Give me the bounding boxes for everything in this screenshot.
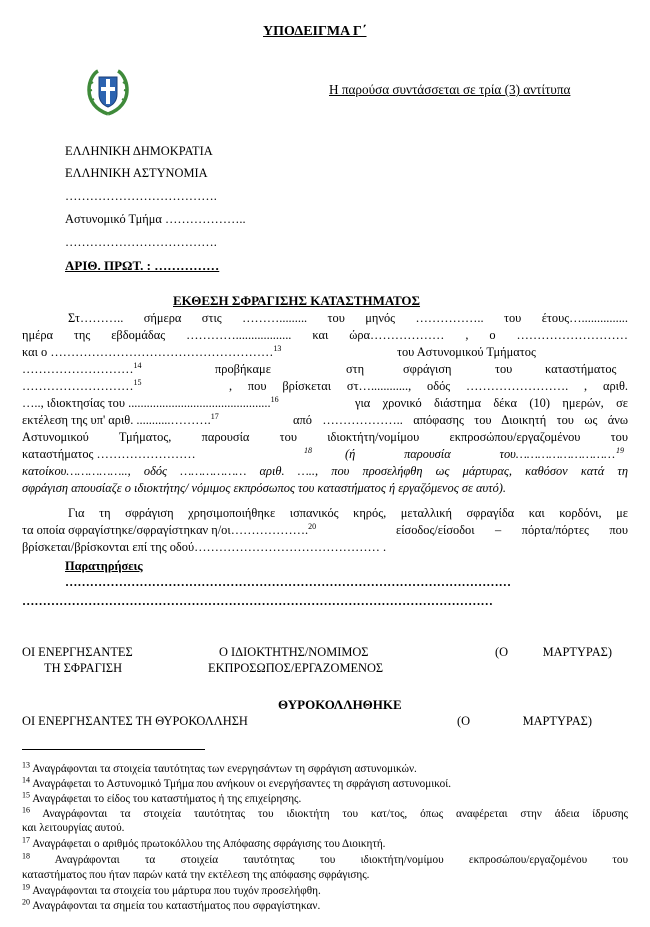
seal-materials-line-2: τα οποία σφραγίστηκε/σφραγίστηκαν η/οι……………….$^{20}$ bbox=[22, 521, 317, 537]
report-line-5-cont: , που βρίσκεται στ…............, οδός ……………………. , αριθ. bbox=[229, 379, 628, 393]
greek-coat-of-arms-icon bbox=[86, 68, 130, 116]
owner-label-2: ΕΚΠΡΟΣΩΠΟΣ/ΕΡΓΑΖΟΜΕΝΟΣ bbox=[208, 661, 384, 675]
word-proceeded: προβήκαμε bbox=[215, 362, 271, 376]
word-of-the: του bbox=[495, 362, 513, 376]
footnote-16: $^{16}$ Αναγράφονται τα στοιχεία ταυτότητας του ιδιοκτήτη του κατ/τος, όπως αναφέρεται στην άδεια ίδρυσης bbox=[22, 805, 628, 820]
report-line-4: ………………………$^{14}$ bbox=[22, 360, 142, 376]
witness-label: (Ο ΜΑΡΤΥΡΑΣ) bbox=[495, 645, 612, 659]
authority-blank-2: ………………………………. bbox=[65, 235, 217, 249]
report-line-8: Αστυνομικού Τμήματος, παρουσία του ιδιοκτήτη/νομίμου εκπροσώπου/εργαζομένου του bbox=[22, 430, 628, 444]
footnote-ref-18: 18 bbox=[304, 445, 312, 455]
footnote-17: $^{17}$ Αναγράφεται ο αριθμός πρωτοκόλλου της Απόφασης σφράγισης του Διοικητή. bbox=[22, 835, 386, 850]
footnote-13: $^{13}$ Αναγράφονται τα στοιχεία ταυτότητας των ενεργησάντων τη σφράγιση αστυνομικών. bbox=[22, 760, 417, 775]
owner-label-1: Ο ΙΔΙΟΚΤΗΤΗΣ/ΝΟΜΙΜΟΣ bbox=[219, 645, 369, 659]
report-line-6: ….., ιδιοκτησίας του ..............................................$^{16}$ bbox=[22, 394, 279, 410]
seal-materials-line-1: Για τη σφράγιση χρησιμοποιήθηκε ισπανικός κηρός, μεταλλική σφραγίδα και κορδόνι, με bbox=[68, 506, 628, 520]
copies-note: Η παρούσα συντάσσεται σε τρία (3) αντίτυπα bbox=[329, 82, 571, 97]
remarks-line-2: …………………………………………………………………………………………………… bbox=[22, 594, 493, 608]
report-line-3: και ο ………………………………………………$^{13}$ bbox=[22, 343, 282, 359]
sealers-label-1: ΟΙ ΕΝΕΡΓΗΣΑΝΤΕΣ bbox=[22, 645, 133, 659]
report-line-9: καταστήματος …………………… bbox=[22, 447, 196, 461]
authority-republic: ΕΛΛΗΝΙΚΗ ΔΗΜΟΚΡΑΤΙΑ bbox=[65, 144, 213, 158]
protocol-number: ΑΡΙΘ. ΠΡΩΤ. : …………… bbox=[65, 258, 220, 273]
word-sealing: σφράγιση bbox=[403, 362, 452, 376]
posters-label: ΟΙ ΕΝΕΡΓΗΣΑΝΤΕΣ ΤΗ ΘΥΡΟΚΟΛΛΗΣΗ bbox=[22, 714, 248, 728]
sealers-label-2: ΤΗ ΣΦΡΑΓΙΣΗ bbox=[44, 661, 123, 675]
report-title: ΕΚΘΕΣΗ ΣΦΡΑΓΙΣΗΣ ΚΑΤΑΣΤΗΜΑΤΟΣ bbox=[173, 293, 421, 308]
report-line-6-cont: για χρονικό διάστημα δέκα (10) ημερών, σε bbox=[355, 396, 628, 410]
footnote-14: $^{14}$ Αναγράφεται το Αστυνομικό Τμήμα που ανήκουν οι ενεργήσαντες τη σφράγιση αστυνομικοί. bbox=[22, 775, 452, 790]
authority-police: ΕΛΛΗΝΙΚΗ ΑΣΤΥΝΟΜΙΑ bbox=[65, 166, 208, 180]
report-line-11: σφράγιση απουσίαζε ο ιδιοκτήτης/ νόμιμος εκπρόσωπος του καταστήματος ή εργαζόμενος σε αυτό). bbox=[22, 481, 507, 495]
remarks-label: Παρατηρήσεις bbox=[65, 559, 143, 573]
report-line-1: Στ……….. σήμερα στις ………......... του μηνός …………….. του έτους…............... bbox=[68, 311, 628, 325]
witness-clause: (ή παρουσία του……………………… bbox=[345, 447, 615, 461]
report-line-7: εκτέλεση της υπ' αριθ. ...........……….$^{17}$ bbox=[22, 411, 219, 427]
footnote-ref-19: 19 bbox=[616, 445, 624, 455]
report-line-7-cont: από ……………….. απόφασης του Διοικητή του ως άνω bbox=[293, 413, 628, 427]
remarks-line-1: ……………………………………………………………………………………………… bbox=[65, 575, 512, 589]
report-line-10: κατοίκου…………….., οδός ……………… αριθ. ….., που προσελήφθη ως μάρτυρας, καθόσον κατά τη bbox=[22, 464, 628, 478]
report-line-2: ημέρα της εβδομάδας ………….................. και ώρα……………… , ο ……………………… bbox=[22, 328, 628, 342]
word-store: καταστήματος bbox=[545, 362, 617, 376]
footnote-20: $^{20}$ Αναγράφονται τα σημεία του καταστήματος που σφραγίστηκαν. bbox=[22, 897, 321, 912]
police-department-field: Αστυνομικό Τμήμα ……………….. bbox=[65, 212, 246, 226]
witness-label-2: (Ο ΜΑΡΤΥΡΑΣ) bbox=[457, 714, 592, 728]
report-line-5: ………………………$^{15}$ bbox=[22, 377, 142, 393]
footnote-15: $^{15}$ Αναγράφεται το είδος του καταστήματος ή της επιχείρησης. bbox=[22, 790, 302, 805]
footnote-16-cont: και λειτουργίας αυτού. bbox=[22, 822, 125, 834]
seal-materials-line-3: βρίσκεται/βρίσκονται επί της οδού……………………………………… . bbox=[22, 540, 387, 554]
police-dept-of-label: του Αστυνομικού Τμήματος bbox=[397, 345, 536, 359]
document-title: ΥΠΟΔΕΙΓΜΑ Γ΄ bbox=[263, 24, 367, 39]
footnote-separator bbox=[22, 749, 205, 750]
authority-blank-1: ………………………………. bbox=[65, 189, 217, 203]
word-to-the: στη bbox=[346, 362, 365, 376]
footnote-19: $^{19}$ Αναγράφονται τα στοιχεία του μάρτυρα που τυχόν προσελήφθη. bbox=[22, 882, 321, 897]
posted-title: ΘΥΡΟΚΟΛΛΗΘΗΚΕ bbox=[278, 697, 402, 712]
footnote-18: $^{18}$ Αναγράφονται τα στοιχεία ταυτότητας του ιδιοκτήτη/νομίμου εκπροσώπου/εργαζομένου του bbox=[22, 851, 628, 866]
footnote-18-cont: καταστήματος που ήταν παρών κατά την εκτέλεση της απόφασης σφράγισης. bbox=[22, 869, 370, 881]
seal-materials-line-2-cont: είσοδος/είσοδοι – πόρτα/πόρτες που bbox=[396, 523, 628, 537]
